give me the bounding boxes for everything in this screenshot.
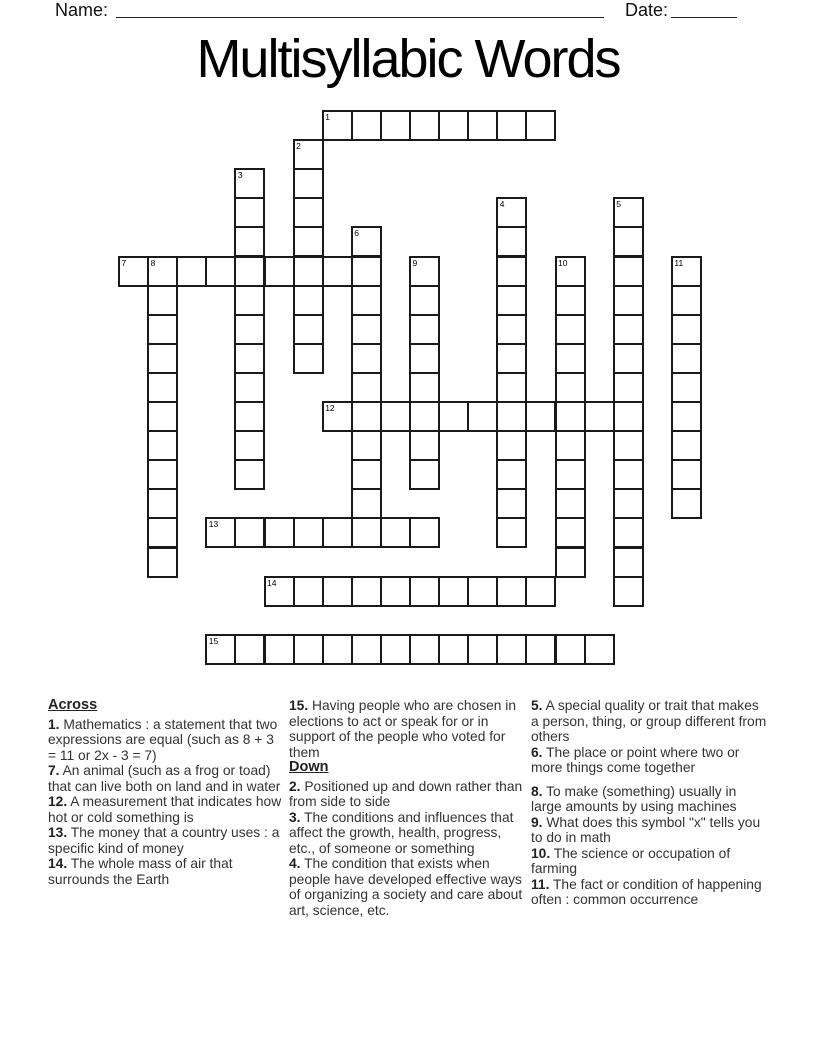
grid-cell	[351, 285, 382, 316]
grid-cell	[409, 459, 440, 490]
grid-cell	[409, 285, 440, 316]
grid-cell	[147, 547, 178, 578]
clue-item: 2. Positioned up and down rather than from side to side	[289, 778, 523, 809]
clue-number: 2.	[289, 778, 301, 794]
clue-item: 6. The place or point where two or more things come together	[531, 744, 740, 775]
grid-cell	[351, 372, 382, 403]
grid-cell	[147, 343, 178, 374]
grid-cell	[351, 226, 382, 257]
puzzle-title: Multisyllabic Words	[196, 29, 620, 89]
grid-cell	[555, 314, 586, 345]
grid-cell	[525, 576, 556, 607]
grid-cell	[293, 343, 324, 374]
grid-cell	[147, 372, 178, 403]
grid-cell	[438, 110, 469, 141]
grid-cell	[293, 197, 324, 228]
clue-item: 12. A measurement that indicates how hot or cold something is	[48, 794, 282, 825]
grid-cell	[409, 576, 440, 607]
clues-section-heading: Down	[289, 759, 329, 775]
clue-number: 1.	[48, 716, 60, 732]
grid-cell	[409, 634, 440, 665]
grid-cell	[613, 343, 644, 374]
grid-cell	[409, 430, 440, 461]
grid-cell	[147, 459, 178, 490]
date-label: Date:	[625, 0, 669, 20]
grid-cell	[613, 430, 644, 461]
grid-cell	[671, 459, 702, 490]
clue-number: 7.	[48, 763, 60, 778]
grid-cell	[525, 634, 556, 665]
grid-cell	[409, 343, 440, 374]
grid-cell	[351, 488, 382, 519]
grid-cell	[671, 488, 702, 519]
grid-cell	[293, 576, 324, 607]
grid-cell	[118, 256, 149, 287]
clue-column-3	[531, 698, 767, 908]
cell-number: 8	[150, 257, 156, 268]
grid-cell	[555, 401, 586, 432]
clue-item: 10. The science or occupation of farming	[531, 845, 731, 876]
grid-cell	[467, 576, 498, 607]
grid-cell	[409, 110, 440, 141]
grid-cell	[264, 576, 295, 607]
grid-cell	[322, 256, 353, 287]
grid-cell	[555, 372, 586, 403]
cell-number: 1	[325, 112, 330, 122]
grid-cell	[147, 285, 178, 316]
grid-cell	[496, 517, 527, 548]
grid-cell	[613, 314, 644, 345]
grid-cell	[496, 401, 527, 432]
date-fill-line	[671, 1, 737, 18]
grid-cell	[496, 488, 527, 519]
grid-cell	[671, 285, 702, 316]
clue-item: 14. The whole mass of air that surrounds the Earth	[48, 856, 233, 887]
cell-number: 12	[325, 403, 335, 413]
grid-cell	[467, 110, 498, 141]
grid-cell	[496, 256, 527, 287]
grid-cell	[496, 197, 527, 228]
grid-cell	[234, 197, 265, 228]
grid-cell	[496, 285, 527, 316]
grid-cell	[351, 576, 382, 607]
clue-number: 6.	[531, 744, 543, 760]
grid-cell	[293, 256, 324, 287]
grid-cell	[555, 488, 586, 519]
grid-cell	[147, 430, 178, 461]
grid-cell	[671, 343, 702, 374]
grid-cell	[234, 343, 265, 374]
grid-cell	[205, 517, 236, 548]
grid-cell	[613, 285, 644, 316]
grid-cell	[147, 256, 178, 287]
grid-cell	[322, 517, 353, 548]
grid-cell	[555, 459, 586, 490]
grid-cell	[438, 401, 469, 432]
clue-number: 11.	[531, 876, 550, 892]
cell-number: 4	[499, 199, 505, 210]
clue-item: 5. A special quality or trait that makes a person, thing, or group different from others	[531, 698, 767, 744]
grid-cell	[234, 314, 265, 345]
grid-cell	[380, 634, 411, 665]
grid-cell	[555, 634, 586, 665]
grid-cell	[380, 110, 411, 141]
grid-cell	[409, 256, 440, 287]
grid-cell	[264, 634, 295, 665]
grid-cell	[613, 256, 644, 287]
grid-cell	[555, 285, 586, 316]
grid-cell	[496, 634, 527, 665]
clue-item: 15. Having people who are chosen in elections to act or speak for or in support of the people who voted for them	[289, 698, 517, 760]
clues-section-heading: Across	[48, 697, 98, 713]
grid-cell	[555, 430, 586, 461]
grid-cell	[293, 634, 324, 665]
cell-number: 14	[267, 577, 277, 588]
grid-cell	[322, 110, 353, 141]
grid-cell	[555, 256, 586, 287]
cell-number: 11	[674, 257, 684, 268]
grid-cell	[351, 256, 382, 287]
cell-number: 5	[616, 199, 621, 210]
grid-cell	[293, 517, 324, 548]
clue-number: 14.	[48, 856, 68, 871]
grid-cell	[613, 517, 644, 548]
clue-number: 13.	[48, 825, 68, 840]
grid-cell	[555, 547, 586, 578]
grid-cell	[467, 634, 498, 665]
grid-cell	[496, 430, 527, 461]
grid-cell	[525, 110, 556, 141]
grid-cell	[613, 401, 644, 432]
grid-cell	[613, 576, 644, 607]
cell-number: 7	[121, 257, 127, 268]
grid-cell	[322, 401, 353, 432]
grid-cell	[176, 256, 207, 287]
grid-cell	[671, 256, 702, 287]
clue-number: 9.	[531, 814, 543, 830]
grid-cell	[496, 343, 527, 374]
clue-number: 10.	[531, 845, 551, 861]
grid-cell	[671, 430, 702, 461]
cell-number: 9	[412, 257, 418, 268]
clue-item: 7. An animal (such as a frog or toad) that can live both on land and in water	[48, 763, 281, 794]
grid-cell	[613, 372, 644, 403]
grid-cell	[496, 459, 527, 490]
grid-cell	[671, 314, 702, 345]
grid-cell	[496, 226, 527, 257]
grid-cell	[380, 576, 411, 607]
grid-cell	[351, 314, 382, 345]
grid-cell	[409, 401, 440, 432]
grid-cell	[351, 634, 382, 665]
grid-cell	[380, 401, 411, 432]
grid-cell	[293, 226, 324, 257]
grid-cell	[351, 110, 382, 141]
clue-number: 5.	[531, 698, 543, 713]
grid-cell	[613, 226, 644, 257]
grid-cell	[613, 459, 644, 490]
grid-cell	[234, 285, 265, 316]
clue-item: 1. Mathematics : a statement that two expressions are equal (such as 8 + 3 = 11 or 2x - 3 = 7)	[48, 716, 278, 763]
cell-number: 3	[237, 170, 243, 181]
grid-cell	[351, 459, 382, 490]
grid-cell	[264, 517, 295, 548]
clue-item: 8. To make (something) usually in large amounts by using machines	[531, 783, 737, 814]
grid-cell	[351, 401, 382, 432]
cell-number: 13	[208, 519, 219, 530]
grid-cell	[409, 372, 440, 403]
clue-item: 4. The condition that exists when people have developed effective ways of organizing a society and care about art, science, etc.	[289, 856, 523, 918]
clue-number: 15.	[289, 698, 309, 713]
grid-cell	[380, 517, 411, 548]
cell-number: 6	[354, 228, 360, 239]
grid-cell	[438, 634, 469, 665]
grid-cell	[147, 401, 178, 432]
grid-cell	[234, 168, 265, 199]
grid-cell	[351, 343, 382, 374]
cell-number: 2	[296, 141, 301, 152]
clue-number: 4.	[289, 856, 301, 871]
clue-number: 3.	[289, 809, 301, 825]
grid-cell	[205, 256, 236, 287]
grid-cell	[147, 314, 178, 345]
grid-cell	[293, 168, 324, 199]
grid-cell	[234, 634, 265, 665]
grid-cell	[613, 197, 644, 228]
clue-column-2	[289, 698, 525, 918]
clue-item: 13. The money that a country uses : a specific kind of money	[48, 825, 280, 856]
grid-cell	[613, 547, 644, 578]
cell-number: 10	[558, 257, 568, 268]
grid-cell	[525, 401, 556, 432]
grid-cell	[205, 634, 236, 665]
grid-cell	[555, 517, 586, 548]
grid-cell	[496, 372, 527, 403]
grid-cell	[584, 634, 615, 665]
grid-cell	[496, 314, 527, 345]
clue-item: 11. The fact or condition of happening often : common occurrence	[531, 876, 762, 907]
grid-cell	[584, 401, 615, 432]
grid-cell	[351, 517, 382, 548]
grid-cell	[555, 343, 586, 374]
grid-cell	[409, 517, 440, 548]
grid-cell	[234, 372, 265, 403]
grid-cell	[293, 139, 324, 170]
name-fill-line	[116, 1, 604, 18]
grid-cell	[438, 576, 469, 607]
grid-cell	[671, 372, 702, 403]
grid-cell	[496, 576, 527, 607]
grid-cell	[234, 401, 265, 432]
grid-cell	[322, 634, 353, 665]
name-label: Name:	[55, 0, 109, 20]
grid-cell	[293, 285, 324, 316]
grid-cell	[351, 430, 382, 461]
grid-cell	[496, 110, 527, 141]
clue-item: 3. The conditions and influences that affect the growth, health, progress, etc., of someone or something	[289, 809, 514, 856]
grid-cell	[409, 314, 440, 345]
grid-cell	[234, 459, 265, 490]
clue-column-1	[48, 698, 284, 887]
clue-number: 8.	[531, 783, 543, 799]
grid-cell	[234, 517, 265, 548]
grid-cell	[322, 576, 353, 607]
grid-cell	[467, 401, 498, 432]
grid-cell	[613, 488, 644, 519]
grid-cell	[234, 430, 265, 461]
grid-cell	[147, 517, 178, 548]
grid-cell	[264, 256, 295, 287]
grid-cell	[671, 401, 702, 432]
clue-item: 9. What does this symbol "x" tells you to do in math	[531, 814, 761, 845]
cell-number: 15	[208, 635, 219, 646]
clue-number: 12.	[48, 794, 68, 809]
grid-cell	[147, 488, 178, 519]
grid-cell	[293, 314, 324, 345]
grid-cell	[234, 226, 265, 257]
grid-cell	[234, 256, 265, 287]
